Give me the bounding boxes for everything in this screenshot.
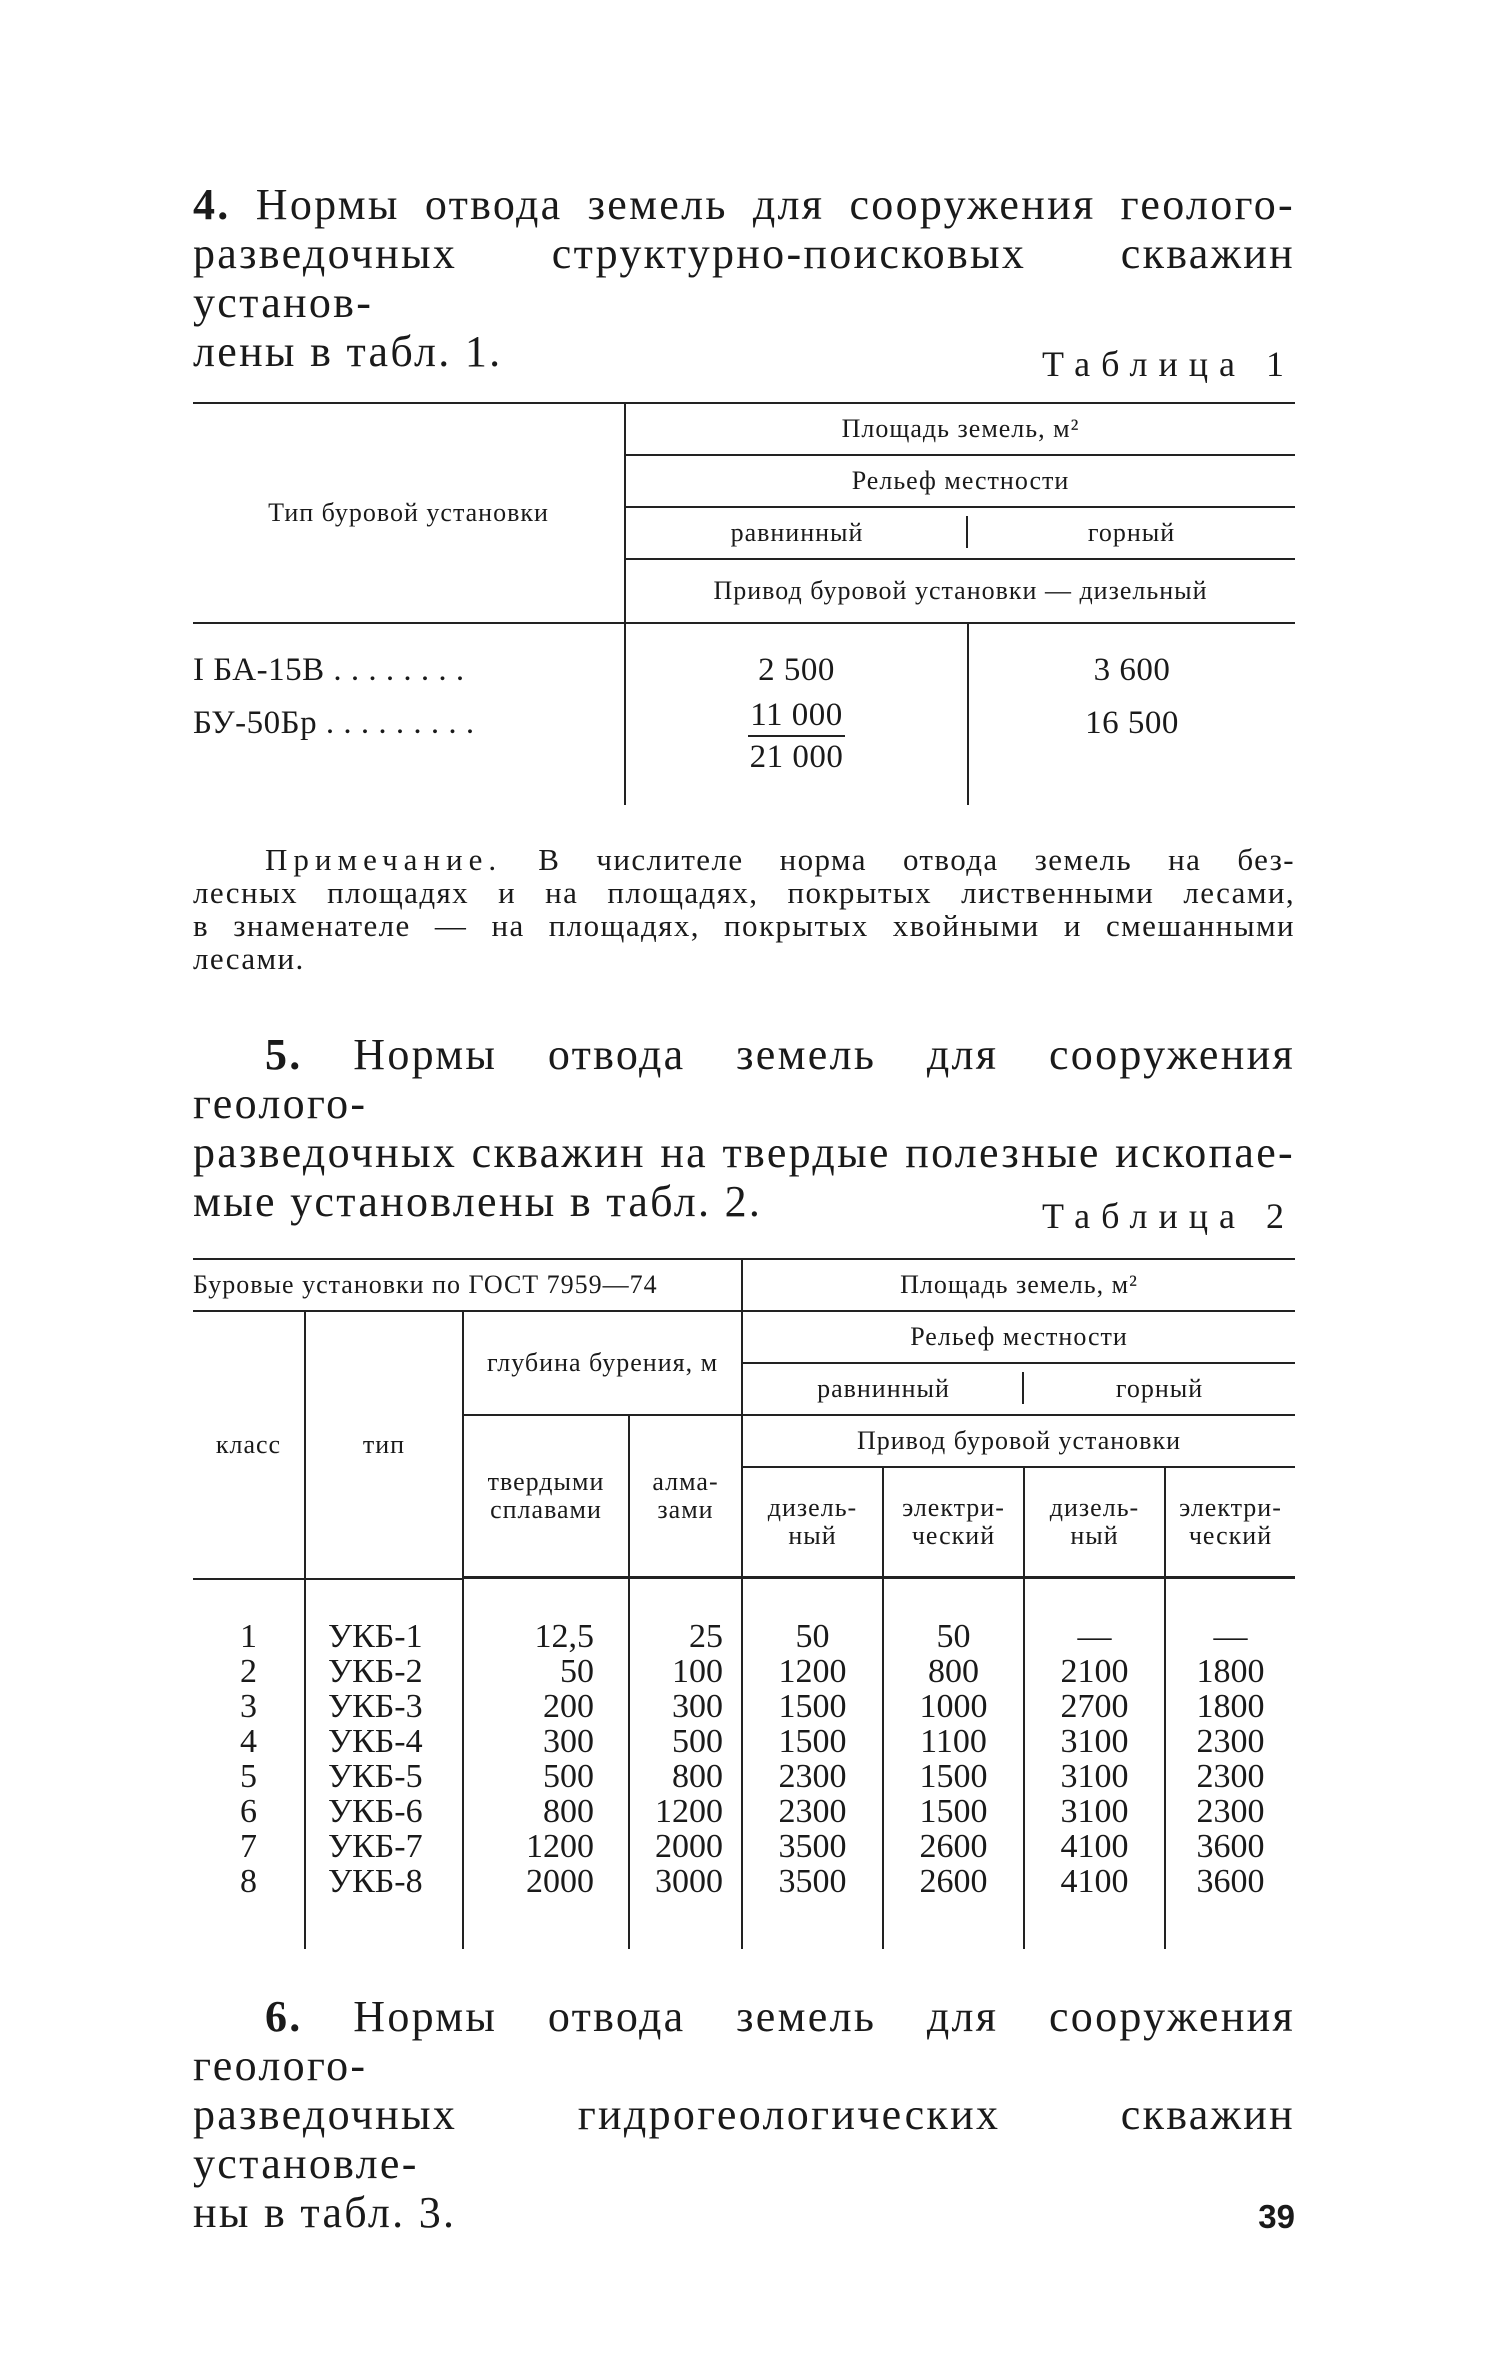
table-1-fraction-cell [625, 695, 968, 805]
table-2-class-header: класс [193, 1311, 305, 1579]
table-2-cell-flat-electric: 2600 [883, 1864, 1024, 1899]
table-2-cell-depth-hard: 200 [463, 1689, 629, 1724]
table-2-cell-flat-diesel: 3500 [742, 1829, 883, 1864]
fraction [748, 695, 845, 777]
table-2-hard-header: твердыми сплавами [463, 1415, 629, 1577]
table-1-drive-header: Привод буровой установки — дизельный [625, 559, 1295, 623]
table-2-cell-flat-electric: 1100 [883, 1724, 1024, 1759]
table-2-cell-depth-hard: 500 [463, 1759, 629, 1794]
table-2-row [193, 1794, 1295, 1829]
table-1-cell: 16 500 [1085, 705, 1179, 741]
section-5-number: 5. [265, 1030, 303, 1079]
table-2-cell-mountain-electric: 1800 [1196, 1652, 1265, 1690]
table-1-flat-header [625, 507, 968, 559]
section-6-line-3: ны в табл. 3. [193, 2188, 457, 2237]
table-2-cell-flat-diesel: 1200 [742, 1654, 883, 1689]
table-2-cell-mountain-diesel: 2700 [1024, 1689, 1165, 1724]
table-1-cell: 2 500 [625, 623, 968, 695]
table-2-cell-class: 5 [193, 1759, 305, 1794]
table-2-cell-flat-electric: 1500 [883, 1794, 1024, 1829]
table-2-cell-depth-diamond: 25 [629, 1619, 742, 1654]
table-2-cell-class: 3 [193, 1689, 305, 1724]
table-2-row [193, 1619, 1295, 1654]
table-2-cell-flat-electric: 2600 [883, 1829, 1024, 1864]
table-2-cell-type: УКБ-5 [305, 1759, 463, 1794]
table-2-cell-depth-diamond: 3000 [629, 1864, 742, 1899]
table-1-row-name: БУ-50Бр . . . . . . . . . [193, 695, 625, 805]
table-2-cell-mountain-electric: 2300 [1196, 1757, 1265, 1795]
table-2-cell-flat-diesel: 2300 [742, 1759, 883, 1794]
table-1-note [193, 843, 1295, 975]
section-6-paragraph [193, 1992, 1295, 2237]
table-2-row [193, 1689, 1295, 1724]
table-1-area-header: Площадь земель, м² [625, 403, 1295, 455]
table-2-cell-flat-electric: 1000 [883, 1689, 1024, 1724]
table-2-cell-depth-hard: 800 [463, 1794, 629, 1829]
table-2-cell-depth-diamond: 800 [629, 1759, 742, 1794]
table-2-flat-header [742, 1363, 1024, 1415]
table-2-cell-class: 8 [193, 1864, 305, 1899]
note-line-4: лесами. [193, 941, 305, 976]
table-2-cell-mountain-diesel: 3100 [1024, 1759, 1165, 1794]
table-2-cell-depth-diamond: 300 [629, 1689, 742, 1724]
table-2-cell-flat-diesel: 1500 [742, 1724, 883, 1759]
table-2-cell-flat-diesel: 50 [742, 1619, 883, 1654]
table-2-cell-depth-hard: 50 [463, 1654, 629, 1689]
section-5-line-1: Нормы отвода земель для сооружения геолого- [193, 1030, 1295, 1128]
table-2-diamond-header: алма-зами [629, 1415, 742, 1577]
table-2-cell-depth-hard: 12,5 [463, 1619, 629, 1654]
table-2-cell-class: 6 [193, 1794, 305, 1829]
note-line-3: в знаменателе — на площадях, покрытых хвойными и смешанными [193, 908, 1295, 943]
fraction-numerator: 11 000 [748, 695, 845, 737]
table-2-cell-class: 7 [193, 1829, 305, 1864]
table-2-area-header: Площадь земель, м² [742, 1259, 1295, 1311]
table-2-cell-mountain-electric: 2300 [1196, 1792, 1265, 1830]
table-2-cell-mountain-diesel: 4100 [1024, 1829, 1165, 1864]
table-2-row [193, 1829, 1295, 1864]
table-1-row-name: I БА-15В . . . . . . . . [193, 623, 625, 695]
table-2-cell-type: УКБ-4 [305, 1724, 463, 1759]
table-2-cell-flat-electric: 1500 [883, 1759, 1024, 1794]
table-2-drive-header: Привод буровой установки [742, 1415, 1295, 1467]
table-2-row [193, 1864, 1295, 1899]
table-2 [193, 1258, 1295, 1949]
table-2-cell-mountain-electric: 2300 [1196, 1722, 1265, 1760]
table-1-cell: 3 600 [1093, 652, 1171, 688]
note-label: Примечание. [265, 842, 503, 877]
section-4-number: 4. [193, 180, 231, 229]
table-2-cell-mountain-diesel: 4100 [1024, 1864, 1165, 1899]
table-2-electric-flat-header: электри-ческий [883, 1467, 1024, 1577]
section-4-line-3: лены в табл. 1. [193, 327, 503, 376]
section-6-number: 6. [265, 1992, 303, 2041]
table-2-relief-header: Рельеф местности [742, 1311, 1295, 1363]
table-2-cell-class: 2 [193, 1654, 305, 1689]
table-2-cell-flat-diesel: 1500 [742, 1689, 883, 1724]
table-2-cell-mountain-diesel: 3100 [1024, 1724, 1165, 1759]
table-1-type-header: Тип буровой установки [193, 403, 625, 623]
table-2-type-header: тип [305, 1311, 463, 1579]
table-2-diesel-flat-header: дизель-ный [742, 1467, 883, 1577]
section-4-line-1: Нормы отвода земель для сооружения геолого- [255, 180, 1295, 229]
table-2-cell-type: УКБ-8 [305, 1864, 463, 1899]
table-2-row [193, 1724, 1295, 1759]
table-2-cell-mountain-diesel: 2100 [1024, 1654, 1165, 1689]
table-2-rigs-header: Буровые установки по ГОСТ 7959—74 [193, 1259, 742, 1311]
table-2-diesel-mountain-header: дизель-ный [1024, 1467, 1165, 1577]
table-2-electric-mountain-header: электри-ческий [1165, 1467, 1295, 1577]
table-2-cell-class: 1 [193, 1619, 305, 1654]
table-2-cell-flat-diesel: 3500 [742, 1864, 883, 1899]
table-2-cell-depth-diamond: 1200 [629, 1794, 742, 1829]
note-line-1: В числителе норма отвода земель на без- [502, 842, 1295, 877]
table-2-depth-header: глубина бурения, м [463, 1311, 742, 1415]
table-2-flat-label: равнинный [817, 1374, 950, 1403]
table-2-row [193, 1759, 1295, 1794]
table-2-row [193, 1654, 1295, 1689]
table-2-caption: Таблица 2 [1042, 1196, 1295, 1236]
table-1-relief-header: Рельеф местности [625, 455, 1295, 507]
fraction-denominator: 21 000 [749, 739, 844, 775]
table-2-cell-type: УКБ-3 [305, 1689, 463, 1724]
section-6-line-2: разведочных гидрогеологических скважин установле- [193, 2090, 1295, 2188]
table-2-cell-mountain-electric: 3600 [1196, 1827, 1265, 1865]
table-2-cell-mountain-diesel: 3100 [1024, 1794, 1165, 1829]
table-2-cell-depth-diamond: 100 [629, 1654, 742, 1689]
table-1-caption: Таблица 1 [1042, 344, 1295, 384]
table-2-cell-type: УКБ-1 [305, 1619, 463, 1654]
table-2-cell-mountain-diesel: — [1024, 1619, 1165, 1654]
table-2-cell-type: УКБ-7 [305, 1829, 463, 1864]
table-2-cell-flat-electric: 800 [883, 1654, 1024, 1689]
table-2-cell-class: 4 [193, 1724, 305, 1759]
table-1-flat-label: равнинный [730, 518, 864, 547]
table-2-cell-depth-diamond: 2000 [629, 1829, 742, 1864]
table-1-mountain-header: горный [968, 507, 1295, 559]
section-5-line-2: разведочных скважин на твердые полезные ископае- [193, 1128, 1295, 1177]
section-6-line-1: Нормы отвода земель для сооружения геолого- [193, 1992, 1295, 2090]
table-2-cell-flat-electric: 50 [883, 1619, 1024, 1654]
table-2-cell-depth-hard: 1200 [463, 1829, 629, 1864]
table-2-cell-mountain-electric: 3600 [1196, 1862, 1265, 1900]
section-5-line-3: мые установлены в табл. 2. [193, 1177, 763, 1226]
table-1 [193, 402, 1295, 805]
table-2-cell-mountain-electric: — [1213, 1617, 1248, 1655]
page-number: 39 [1258, 2198, 1295, 2235]
table-2-mountain-header: горный [1024, 1363, 1295, 1415]
section-4-line-2: разведочных структурно-поисковых скважин установ- [193, 229, 1295, 327]
table-2-cell-depth-diamond: 500 [629, 1724, 742, 1759]
table-2-cell-depth-hard: 300 [463, 1724, 629, 1759]
note-line-2: лесных площадях и на площадях, покрытых лиственными лесами, [193, 875, 1295, 910]
table-2-cell-type: УКБ-6 [305, 1794, 463, 1829]
table-2-cell-depth-hard: 2000 [463, 1864, 629, 1899]
table-2-cell-type: УКБ-2 [305, 1654, 463, 1689]
table-2-cell-flat-diesel: 2300 [742, 1794, 883, 1829]
table-2-cell-mountain-electric: 1800 [1196, 1687, 1265, 1725]
